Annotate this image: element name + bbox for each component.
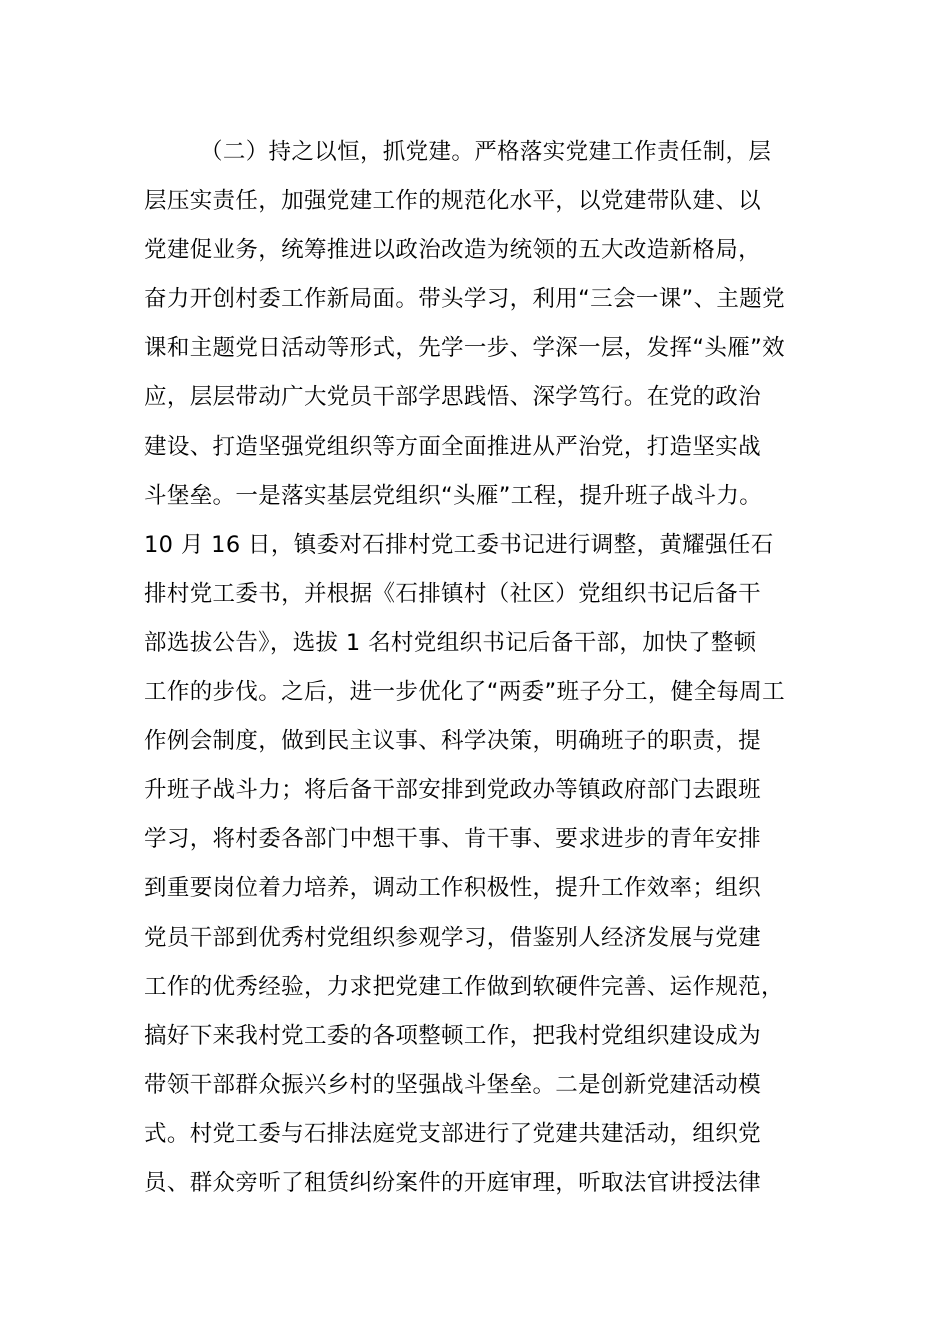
body-paragraph [144, 128, 824, 1208]
text-line: （二）持之以恒，抓党建。严格落实党建工作责任制，层 [200, 139, 772, 165]
text-line: 党员干部到优秀村党组织参观学习，借鉴别人经济发展与党建 [144, 924, 761, 951]
text-line: 搞好下来我村党工委的各项整顿工作，把我村党组织建设成为 [144, 1022, 761, 1049]
text-line: 斗堡垒。一是落实基层党组织“头雁”工程，提升班子战斗力。 [144, 482, 763, 509]
text-line: 排村党工委书，并根据《石排镇村（社区）党组织书记后备干 [144, 580, 761, 607]
text-line: 作例会制度，做到民主议事、科学决策，明确班子的职责，提 [144, 728, 761, 755]
text-line: 工作的步伐。之后，进一步优化了“两委”班子分工，健全每周工 [144, 679, 785, 706]
text-line: 奋力开创村委工作新局面。带头学习，利用“三会一课”、主题党 [144, 286, 785, 313]
text-line: 到重要岗位着力培养，调动工作积极性，提升工作效率；组织 [144, 875, 761, 902]
text-line: 课和主题党日活动等形式，先学一步、学深一层，发挥“头雁”效 [144, 335, 785, 362]
text-line: 层压实责任，加强党建工作的规范化水平，以党建带队建、以 [144, 188, 761, 215]
text-line: 应，层层带动广大党员干部学思践悟、深学笃行。在党的政治 [144, 384, 761, 411]
text-line: 工作的优秀经验，力求把党建工作做到软硬件完善、运作规范， [144, 973, 784, 1000]
text-line: 升班子战斗力；将后备干部安排到党政办等镇政府部门去跟班 [144, 777, 761, 804]
text-line: 带领干部群众振兴乡村的坚强战斗堡垒。二是创新党建活动模 [144, 1071, 761, 1098]
text-line: 建设、打造坚强党组织等方面全面推进从严治党，打造坚实战 [144, 433, 761, 460]
text-line: 学习，将村委各部门中想干事、肯干事、要求进步的青年安排 [144, 826, 761, 853]
text-line: 员、群众旁听了租赁纠纷案件的开庭审理，听取法官讲授法律 [144, 1169, 761, 1196]
text-line: 10 月 16 日，镇委对石排村党工委书记进行调整，黄耀强任石 [144, 531, 774, 558]
text-line: 式。村党工委与石排法庭党支部进行了党建共建活动，组织党 [144, 1120, 761, 1147]
text-line: 部选拔公告》，选拔 1 名村党组织书记后备干部，加快了整顿 [144, 629, 757, 656]
text-line: 党建促业务，统筹推进以政治改造为统领的五大改造新格局， [144, 237, 761, 264]
